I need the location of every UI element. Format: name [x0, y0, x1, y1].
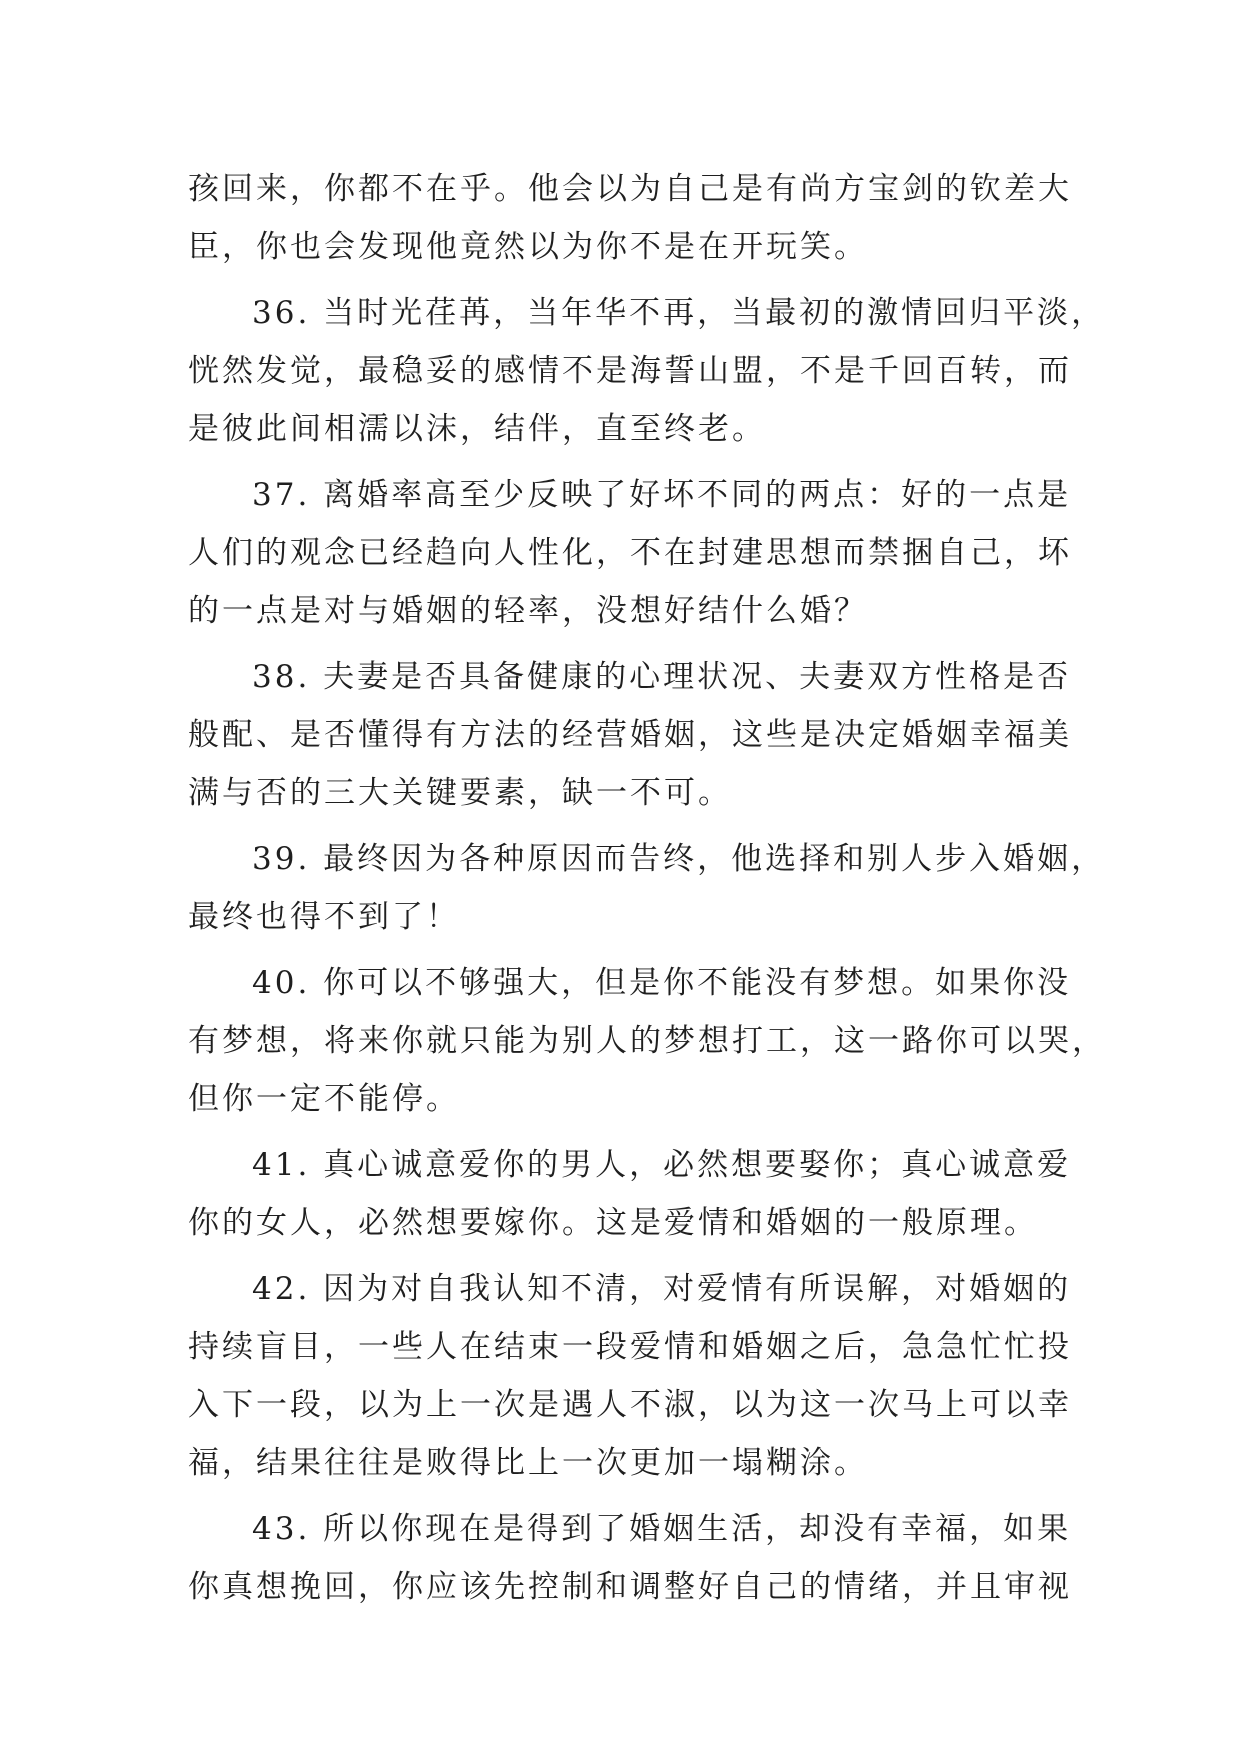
text-line: 臣，你也会发现他竟然以为你不是在开玩笑。 [188, 229, 868, 265]
paragraph-40 [188, 954, 1106, 1128]
paragraph-39 [188, 830, 1106, 946]
text-line: 41. 真心诚意爱你的男人，必然想要娶你；真心诚意爱 [252, 1147, 1072, 1183]
text-line: 满与否的三大关键要素，缺一不可。 [188, 775, 732, 811]
text-line: 孩回来，你都不在乎。他会以为自己是有尚方宝剑的钦差大 [188, 171, 1072, 207]
text-line: 但你一定不能停。 [188, 1081, 460, 1117]
text-line: 你的女人，必然想要嫁你。这是爱情和婚姻的一般原理。 [188, 1205, 1038, 1241]
text-line: 39. 最终因为各种原因而告终，他选择和别人步入婚姻， [252, 841, 1106, 877]
text-line: 43. 所以你现在是得到了婚姻生活，却没有幸福，如果 [252, 1511, 1072, 1547]
paragraph-42 [188, 1260, 1072, 1492]
text-line: 最终也得不到了！ [188, 899, 460, 935]
paragraph-38 [188, 648, 1072, 822]
text-line: 的一点是对与婚姻的轻率，没想好结什么婚？ [188, 593, 868, 629]
text-line: 38. 夫妻是否具备健康的心理状况、夫妻双方性格是否 [252, 659, 1072, 695]
text-line: 有梦想，将来你就只能为别人的梦想打工，这一路你可以哭， [188, 1023, 1106, 1059]
text-line: 福，结果往往是败得比上一次更加一塌糊涂。 [188, 1445, 868, 1481]
text-line: 持续盲目，一些人在结束一段爱情和婚姻之后，急急忙忙投 [188, 1329, 1072, 1365]
paragraph-43 [188, 1500, 1072, 1616]
text-line: 40. 你可以不够强大，但是你不能没有梦想。如果你没 [252, 965, 1072, 1001]
text-line: 恍然发觉，最稳妥的感情不是海誓山盟，不是千回百转，而 [188, 353, 1072, 389]
paragraph-41 [188, 1136, 1072, 1252]
text-line: 人们的观念已经趋向人性化，不在封建思想而禁捆自己，坏 [188, 535, 1072, 571]
paragraph-37 [188, 466, 1072, 640]
document-body [188, 160, 1106, 1624]
text-line: 般配、是否懂得有方法的经营婚姻，这些是决定婚姻幸福美 [188, 717, 1072, 753]
text-line: 37. 离婚率高至少反映了好坏不同的两点：好的一点是 [252, 477, 1072, 513]
paragraph-36 [188, 284, 1106, 458]
text-line: 你真想挽回，你应该先控制和调整好自己的情绪，并且审视 [188, 1569, 1072, 1605]
text-line: 入下一段，以为上一次是遇人不淑，以为这一次马上可以幸 [188, 1387, 1072, 1423]
text-line: 36. 当时光荏苒，当年华不再，当最初的激情回归平淡， [252, 295, 1106, 331]
text-line: 42. 因为对自我认知不清，对爱情有所误解，对婚姻的 [252, 1271, 1072, 1307]
text-line: 是彼此间相濡以沫，结伴，直至终老。 [188, 411, 766, 447]
paragraph-35-continued [188, 160, 1072, 276]
